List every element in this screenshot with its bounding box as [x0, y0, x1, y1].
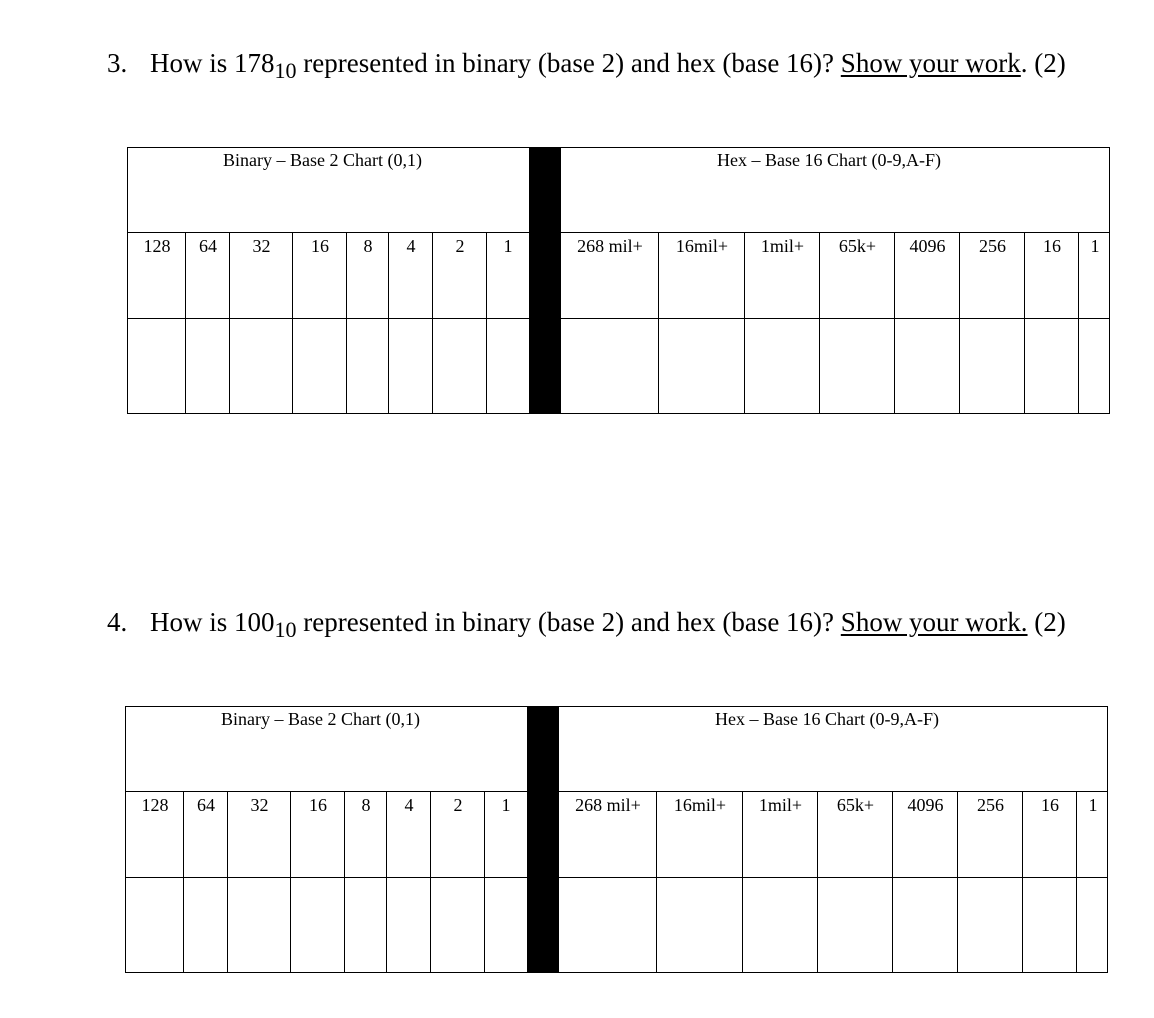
- hex-place-value: 1mil+: [760, 236, 805, 256]
- hex-place-value: 65k+: [836, 795, 875, 815]
- column-divider: [183, 792, 184, 972]
- binary-place-value: 1: [503, 236, 513, 256]
- place-value-row: [126, 792, 1107, 878]
- binary-place-value: 16: [311, 236, 329, 256]
- question-number: 3.: [107, 48, 128, 78]
- hex-place-value: 1: [1088, 795, 1098, 815]
- binary-hex-separator-bar: [527, 707, 559, 972]
- column-divider: [1022, 792, 1023, 972]
- column-divider: [744, 233, 745, 413]
- binary-place-value: 8: [363, 236, 373, 256]
- binary-place-value: 128: [143, 236, 171, 256]
- question-3: [107, 47, 1066, 83]
- hex-place-value: 256: [977, 795, 1004, 815]
- column-divider: [430, 792, 431, 972]
- column-divider: [344, 792, 345, 972]
- answer-row: [128, 319, 1109, 413]
- hex-chart-title: Hex – Base 16 Chart (0-9,A-F): [715, 709, 939, 729]
- binary-place-value: 1: [501, 795, 511, 815]
- column-divider: [959, 233, 960, 413]
- column-divider: [484, 792, 485, 972]
- question-points: (2): [1027, 607, 1066, 637]
- column-divider: [290, 792, 291, 972]
- hex-place-value: 65k+: [838, 236, 877, 256]
- column-divider: [656, 792, 657, 972]
- column-divider: [1078, 233, 1079, 413]
- hex-place-value: 4096: [907, 795, 944, 815]
- column-divider: [742, 792, 743, 972]
- hex-chart-title: Hex – Base 16 Chart (0-9,A-F): [717, 150, 941, 170]
- question-4: [107, 606, 1066, 642]
- conversion-chart-q3: [127, 147, 1110, 414]
- question-number: 4.: [107, 607, 128, 637]
- chart-header-row: [126, 707, 1107, 792]
- place-value-row: [128, 233, 1109, 319]
- column-divider: [819, 233, 820, 413]
- column-divider: [227, 792, 228, 972]
- binary-chart-title: Binary – Base 2 Chart (0,1): [221, 709, 420, 729]
- binary-place-value: 4: [404, 795, 414, 815]
- hex-place-value: 16: [1043, 236, 1061, 256]
- column-divider: [486, 233, 487, 413]
- column-divider: [386, 792, 387, 972]
- binary-place-value: 32: [252, 236, 271, 256]
- question-text: How is 100: [150, 607, 275, 637]
- conversion-chart-q4: [125, 706, 1108, 973]
- question-text-rest: represented in binary (base 2) and hex (base 16)?: [296, 607, 841, 637]
- question-text-rest: represented in binary (base 2) and hex (base 16)?: [296, 48, 841, 78]
- binary-place-value: 2: [453, 795, 463, 815]
- hex-place-value: 268 mil+: [577, 236, 643, 256]
- binary-place-value: 4: [406, 236, 416, 256]
- hex-place-value: 1: [1090, 236, 1100, 256]
- binary-chart-title: Binary – Base 2 Chart (0,1): [223, 150, 422, 170]
- question-punct: .: [1020, 48, 1028, 78]
- column-divider: [229, 233, 230, 413]
- column-divider: [1024, 233, 1025, 413]
- question-points: (2): [1027, 48, 1066, 78]
- column-divider: [892, 792, 893, 972]
- hex-place-value: 16mil+: [675, 236, 729, 256]
- binary-hex-separator-bar: [529, 148, 561, 413]
- column-divider: [817, 792, 818, 972]
- binary-place-value: 64: [199, 236, 217, 256]
- hex-place-value: 268 mil+: [575, 795, 641, 815]
- column-divider: [658, 233, 659, 413]
- hex-place-value: 4096: [909, 236, 946, 256]
- column-divider: [1076, 792, 1077, 972]
- binary-place-value: 64: [197, 795, 215, 815]
- column-divider: [957, 792, 958, 972]
- answer-row: [126, 878, 1107, 972]
- chart-header-row: [128, 148, 1109, 233]
- hex-place-value: 256: [979, 236, 1006, 256]
- base-subscript: 10: [274, 617, 297, 642]
- question-text: How is 178: [150, 48, 275, 78]
- binary-place-value: 16: [309, 795, 327, 815]
- column-divider: [894, 233, 895, 413]
- hex-place-value: 1mil+: [758, 795, 803, 815]
- binary-place-value: 128: [141, 795, 169, 815]
- column-divider: [346, 233, 347, 413]
- binary-place-value: 8: [361, 795, 371, 815]
- show-work-emphasis: Show your work: [840, 48, 1021, 78]
- column-divider: [292, 233, 293, 413]
- binary-place-value: 32: [250, 795, 269, 815]
- show-work-emphasis: Show your work.: [840, 607, 1028, 637]
- column-divider: [185, 233, 186, 413]
- column-divider: [388, 233, 389, 413]
- binary-place-value: 2: [455, 236, 465, 256]
- base-subscript: 10: [274, 58, 297, 83]
- column-divider: [432, 233, 433, 413]
- hex-place-value: 16mil+: [673, 795, 727, 815]
- hex-place-value: 16: [1041, 795, 1059, 815]
